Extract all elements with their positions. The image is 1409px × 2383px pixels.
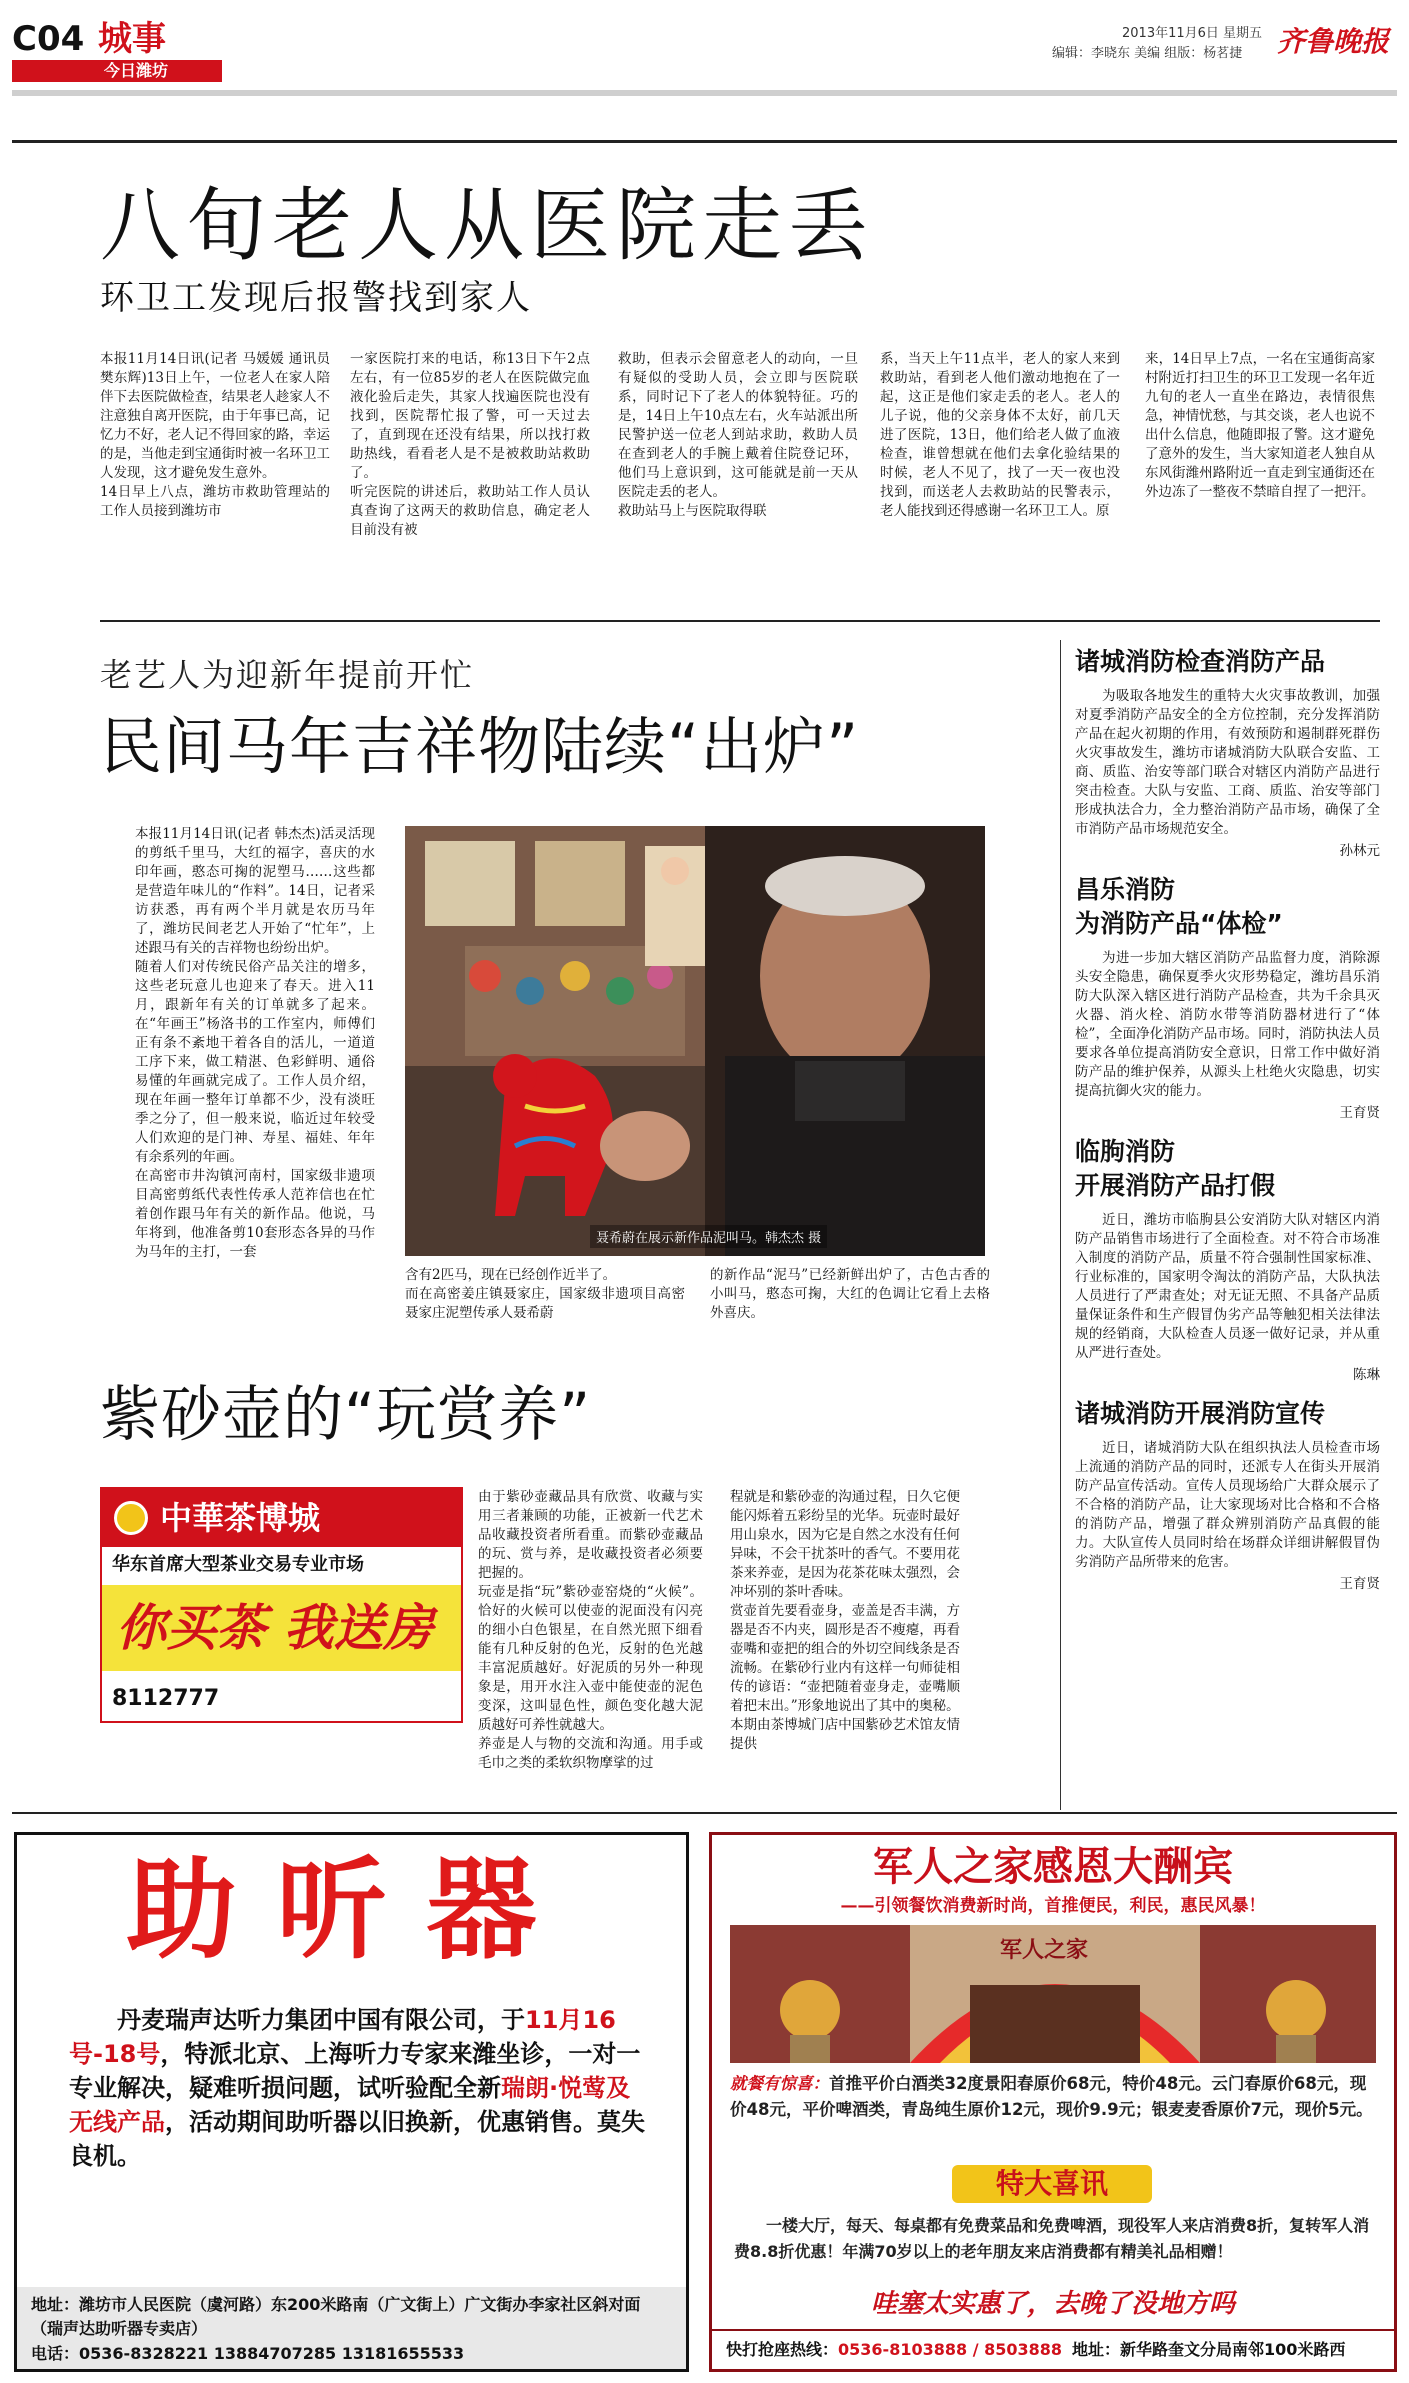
hearing-ad-phone	[31, 2343, 671, 2365]
sidebar-item-1-title: 诸城消防检查消防产品	[1075, 647, 1326, 676]
hearing-ad-line3: ，活动期间助听器以旧换新，优惠销售。莫失良机。	[69, 2108, 645, 2170]
story1-bottom-rule	[100, 620, 1380, 622]
army-ad-surprise-text: 首推平价白酒类32度景阳春原价68元，特价48元。云门春原价68元，现价48元，平价啤酒类，青岛纯生原价12元，现价9.9元；银麦麦香原价7元，现价5元。	[730, 2074, 1373, 2119]
hearing-ad-footer	[17, 2287, 686, 2369]
story2-mid-col: 含有2匹马，现在已经创作近半了。 而在高密姜庄镇聂家庄，国家级非遗项目高密聂家庄泥塑传承人聂希蔚	[405, 1267, 685, 1321]
hearing-ad-phone-numbers: 0536-8328221 13884707285 13181655533	[79, 2344, 465, 2363]
tea-ad-phone: 8112777	[112, 1686, 220, 1711]
story1-col-5: 来，14日早上7点，一名在宝通街高家村附近打扫卫生的环卫工发现一名年近九旬的老人一直坐在路边，表情很焦急，神情忧愁，与其交谈，老人也说不出什么信息，他随即报了警。这才避免了意外的发生，当大家知道老人独自从东风街潍州路附近一直走到宝通街还在外边冻了一整夜不禁暗自捏了一把汗。	[1145, 351, 1375, 500]
photo-illustration	[405, 826, 985, 1256]
army-ad-photo	[730, 1925, 1376, 2063]
story1-col-2: 一家医院打来的电话，称13日下午2点左右，有一位85岁的老人在医院做完血液化验后走失，其家人找遍医院也没有找到，医院帮忙报了警，可一天过去了，直到现在还没有结果，所以找打救助热线，看看老人是不是被救助站救助了。 听完医院的讲述后，救助站工作人员认真查询了这两天的救助信息，确定老人目前没有被	[350, 351, 590, 538]
sidebar-item-4-body: 近日，诸城消防大队在组织执法人员检查市场上流通的消防产品的同时，还派专人在街头开展消防产品宣传活动。宣传人员现场给广大群众展示了不合格的消防产品，让大家现场对比合格和不合格的消防产品，增强了群众辨别消防产品真假的能力。大队宣传人员同时给在场群众详细讲解假冒伪劣消防产品所带来的危害。	[1075, 1440, 1380, 1570]
photo-caption: 聂希蔚在展示新作品泥叫马。韩杰杰 摄	[590, 1225, 827, 1248]
army-ad-hotline-number: 0536-8103888 / 8503888	[838, 2340, 1063, 2359]
subsection-label: 今日潍坊	[12, 60, 222, 82]
sidebar-item-1-author: 孙林元	[1339, 843, 1380, 859]
army-ad-special: 一楼大厅，每天、每桌都有免费菜品和免费啤酒，现役军人来店消费8折，复转军人消费8.8折优惠！年满70岁以上的老年朋友来店消费都有精美礼品相赠！	[734, 2216, 1370, 2261]
sidebar-item-4-author: 王育贤	[1339, 1576, 1380, 1592]
editors-line: 编辑：李晓东 美编 组版：杨茗捷	[1052, 46, 1243, 61]
story1-col-1: 本报11月14日讯(记者 马媛媛 通讯员 樊东辉)13日上午，一位老人在家人陪伴下去医院做检查，结果老人趁家人不注意独自离开医院，由于年事已高，记忆力不好，老人记不得回家的路，幸运的是，当他走到宝通街时被一名环卫工人发现，这才避免发生意外。 14日早上八点，潍坊市救助管理站的工作人员接到潍坊市	[100, 351, 330, 519]
tea-city-ad	[100, 1487, 463, 1723]
army-ad-address-label: 地址：	[1072, 2340, 1121, 2359]
header-rule-thin	[12, 140, 1397, 143]
sidebar-item-1	[1075, 645, 1380, 859]
sidebar-item-4-title: 诸城消防开展消防宣传	[1075, 1399, 1326, 1428]
hearing-ad-title: 助听器	[126, 1845, 577, 1974]
date-line: 2013年11月6日 星期五	[1122, 26, 1263, 41]
ads-top-rule	[12, 1812, 1397, 1814]
army-ad-sign: 军人之家	[1000, 1938, 1089, 1963]
tea-ad-logo-icon	[114, 1501, 148, 1535]
story2-kicker: 老艺人为迎新年提前开忙	[100, 656, 475, 694]
story1-headline: 八旬老人从医院走丢	[100, 179, 874, 272]
tea-ad-slogan: 你买茶 我送房	[116, 1599, 434, 1657]
hearing-aid-ad	[14, 1832, 689, 2372]
army-ad-title: 军人之家感恩大酬宾	[873, 1844, 1233, 1890]
tea-ad-brand: 中華茶博城	[160, 1499, 321, 1537]
army-home-ad	[709, 1832, 1397, 2372]
sidebar-item-2-body: 为进一步加大辖区消防产品监督力度，消除源头安全隐患，确保夏季火灾形势稳定，潍坊昌乐消防大队深入辖区进行消防产品检查，共为千余具灭火器、消火栓、消防水带等消防器材进行了“体检”，全面净化消防产品市场。同时，消防执法人员要求各单位提高消防安全意识，日常工作中做好消防产品的维护保养，从源头上杜绝火灾隐患，切实提高抗御火灾的能力。	[1075, 950, 1380, 1099]
sidebar-item-2-title: 昌乐消防 为消防产品“体检”	[1075, 875, 1283, 938]
army-ad-hotline	[726, 2331, 1062, 2369]
page-number: C04	[12, 19, 85, 59]
story1-subhead: 环卫工发现后报警找到家人	[100, 278, 532, 318]
story3-col-1: 由于紫砂壶藏品具有欣赏、收藏与实用三者兼顾的功能，正被新一代艺术品收藏投资者所看重。而紫砂壶藏品的玩、赏与养，是收藏投资者必须要把握的。 玩壶是指“玩”紫砂壶窑烧的“火候”。恰好的火候可以使壶的泥面没有闪亮的细小白色银星，在自然光照下细看能有几种反射的色光，反射的色光越丰富泥质越好。好泥质的另外一种现象是，用开水注入壶中能使壶的泥色变深，这叫显色性，颜色变化越大泥质越好可养性就越大。 养壶是人与物的交流和沟通。用手或毛巾之类的柔软织物摩挲的过	[478, 1489, 703, 1771]
newspaper-logo: 齐鲁晚报	[1277, 25, 1390, 58]
story3-col-2: 程就是和紫砂壶的沟通过程，日久它便能闪烁着五彩纷呈的光华。玩壶时最好用山泉水，因为它是自然之水没有任何异味，不会干扰茶叶的香气。不要用花茶来养壶，是因为花茶花味太强烈，会冲坏别的茶叶香味。 赏壶首先要看壶身，壶盖是否丰满，方器是否不内夹，圆形是否不瘦瘪，再看壶嘴和壶把的组合的外切空间线条是否流畅。在紫砂行业内有这样一句师徒相传的谚语：“壶把随着壶身走，壶嘴顺着把末出。”形象地说出了其中的奥秘。 本期由茶博城门店中国紫砂艺术馆友情提供	[730, 1489, 960, 1752]
army-ad-surprise-label: 就餐有惊喜：	[730, 2074, 829, 2093]
sidebar-item-3-author: 陈琳	[1353, 1367, 1380, 1383]
tea-ad-slogan-box	[102, 1585, 461, 1671]
story3-headline: 紫砂壶的“玩赏养”	[100, 1380, 592, 1450]
section-title: 城事	[98, 19, 166, 59]
header-rule	[12, 90, 1397, 96]
army-ad-special-title: 特大喜讯	[952, 2165, 1152, 2203]
army-ad-hotline-label: 快打抢座热线：	[726, 2340, 839, 2359]
hearing-ad-phone-label: 电话：	[31, 2344, 80, 2363]
sidebar-item-1-body: 为吸取各地发生的重特大火灾事故教训，加强对夏季消防产品安全的全方位控制，充分发挥消防产品在起火初期的作用，有效预防和遏制群死群伤火灾事故发生，潍坊市诸城消防大队联合安监、工商、质监、治安等部门联合对辖区内消防产品进行突击检查。大队与安监、工商、质监、治安等部门形成执法合力，全力整治消防产品市场，确保了全市消防产品市场规范安全。	[1075, 688, 1380, 837]
hearing-ad-line2: ，特派北京、上海听力专家来潍坐诊，一对一专业解决，疑难听损问题，试听验配全新	[69, 2040, 641, 2102]
sidebar-item-3-body: 近日，潍坊市临朐县公安消防大队对辖区内消防产品销售市场进行了全面检查。对不符合市场准入制度的消防产品，质量不符合强制性国家标准、行业标准的，国家明令淘汰的消防产品，大队执法人员进行了严肃查处；对无证无照、不具备产品质量保证条件和生产假冒伪劣产品等触犯相关法律法规的经销商，大队检查人员逐一做好记录，并从重从严进行查处。	[1075, 1212, 1380, 1361]
army-ad-subtitle: ——引领餐饮消费新时尚，首推便民，利民，惠民风暴！	[840, 1896, 1266, 1916]
sidebar-item-3-title: 临朐消防 开展消防产品打假	[1075, 1137, 1276, 1200]
story2-left-col: 本报11月14日讯(记者 韩杰杰)活灵活现的剪纸千里马，大红的福字，喜庆的水印年画，憨态可掬的泥塑马……这些都是营造年味儿的“作料”。14日，记者采访获悉，再有两个半月就是农历马年了，潍坊民间老艺人开始了“忙年”，上述跟马有关的吉祥物也纷纷出炉。 随着人们对传统民俗产品关注的增多，这些老玩意儿也迎来了春天。进入11月，跟新年有关的订单就多了起来。在“年画王”杨洛书的工作室内，师傅们正有条不紊地干着各自的活儿，一道道工序下来，做工精湛、色彩鲜明、通俗易懂的年画就完成了。工作人员介绍，现在年画一整年订单都不少，没有淡旺季之分了，但一般来说，临近过年较受人们欢迎的是门神、寿星、福娃、年年有余系列的年画。 在高密市井沟镇河南村，国家级非遗项目高密剪纸代表性传承人范祚信也在忙着创作跟马年有关的新作品。他说，马年将到，他准备剪10套形态各异的马作为马年的主打，一套	[135, 826, 375, 1260]
army-ad-surprise	[730, 2071, 1376, 2123]
army-ad-slogan: 哇塞太实惠了，去晚了没地方吗	[870, 2289, 1235, 2319]
sidebar-item-2-author: 王育贤	[1339, 1105, 1380, 1121]
hearing-ad-line1: 丹麦瑞声达听力集团中国有限公司，于	[117, 2006, 525, 2034]
sidebar-item-2	[1075, 873, 1380, 1121]
story1-col-4: 系，当天上午11点半，老人的家人来到救助站，看到老人他们激动地抱在了一起，这正是他们家走丢的老人。老人的儿子说，他的父亲身体不太好，前几天进了医院，13日，他们给老人做了血液检查，谁曾想就在他们去拿化验结果的时候，老人不见了，找了一天一夜也没找到，而送老人去救助站的民警表示，老人能找到还得感谢一名环卫工人。原	[880, 351, 1120, 519]
header-bar	[12, 18, 1397, 78]
tea-ad-tagline: 华东首席大型茶业交易专业市场	[112, 1554, 364, 1575]
army-ad-footer	[712, 2329, 1394, 2371]
army-ad-address	[1072, 2331, 1345, 2369]
sidebar-divider	[1060, 640, 1061, 1810]
sidebar	[1075, 645, 1380, 1592]
hearing-ad-date: 11月16号-18号	[69, 2006, 616, 2068]
tea-ad-banner	[102, 1489, 461, 1547]
hearing-ad-address	[31, 2293, 671, 2341]
hearing-ad-address-text: 潍坊市人民医院（虞河路）东200米路南（广文街上）广文街办李家社区斜对面（瑞声达助听器专卖店）	[31, 2295, 641, 2338]
sidebar-item-4	[1075, 1397, 1380, 1592]
sidebar-item-3	[1075, 1135, 1380, 1383]
news-photo	[405, 826, 985, 1256]
story1-col-3: 救助，但表示会留意老人的动向，一旦有疑似的受助人员，会立即与医院联系，同时记下了老人的体貌特征。巧的是，14日上午10点左右，火车站派出所民警护送一位老人到站求助，救助人员在查到老人的手腕上戴着住院登记环，他们马上意识到，这可能就是前一天从医院走丢的老人。 救助站马上与医院取得联	[618, 351, 858, 519]
hearing-ad-product: 瑞朗·悦莺及无线产品	[69, 2074, 631, 2136]
hearing-ad-address-label: 地址：	[31, 2295, 80, 2314]
hearing-ad-text	[69, 2003, 649, 2173]
story2-headline: 民间马年吉祥物陆续“出炉”	[100, 710, 860, 783]
story2-right-col: 的新作品“泥马”已经新鲜出炉了，古色古香的小叫马，憨态可掬，大红的色调让它看上去格外喜庆。	[710, 1267, 990, 1321]
army-ad-address-text: 新华路奎文分局南邻100米路西	[1120, 2340, 1346, 2359]
